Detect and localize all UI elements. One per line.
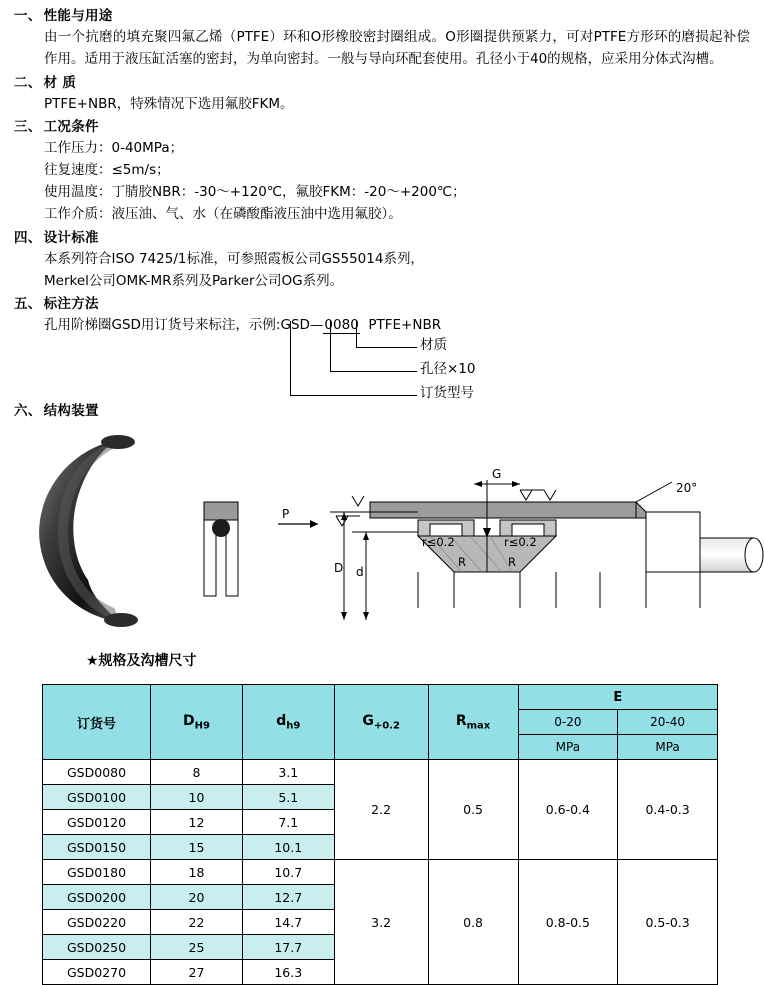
cell-order-code: GSD0270 — [43, 960, 151, 985]
spec-table — [42, 684, 718, 985]
header-order-code: 订货号 — [43, 685, 151, 760]
cell-D: 27 — [151, 960, 243, 985]
cell-d: 7.1 — [242, 810, 334, 835]
cell-E2: 0.4-0.3 — [618, 760, 718, 860]
angle-annotation — [636, 481, 697, 502]
header-E-unit-1: MPa — [518, 735, 618, 760]
cell-order-code: GSD0100 — [43, 785, 151, 810]
marking-diagram — [0, 315, 764, 402]
cell-order-code: GSD0080 — [43, 760, 151, 785]
marking-code-material: PTFE+NBR — [368, 317, 442, 334]
cell-order-code: GSD0180 — [43, 860, 151, 885]
label-G: G — [492, 467, 502, 481]
cell-D: 12 — [151, 810, 243, 835]
section-marking-method — [0, 294, 764, 402]
cell-order-code: GSD0150 — [43, 835, 151, 860]
structure-drawing — [0, 420, 764, 640]
cell-d: 16.3 — [242, 960, 334, 985]
cell-D: 18 — [151, 860, 243, 885]
cell-order-code: GSD0250 — [43, 935, 151, 960]
section-operating-conditions — [0, 117, 764, 225]
text-sections — [0, 6, 764, 424]
header-G: $G_{+0.2}$ — [334, 685, 428, 760]
table-row — [43, 760, 718, 785]
section-body: 由一个抗磨的填充聚四氟乙烯（PTFE）环和O形橡胶密封圈组成。O形圈提供预紧力，可对PTFE方形环的磨损起补偿作用。适用于液压缸活塞的密封，为单向密封。一般与导向环配套使用。孔径小于40的规格，应采用分体式沟槽。 — [44, 28, 750, 67]
header-R: $R_{max}$ — [428, 685, 518, 760]
section-body: 本系列符合ISO 7425/1标准，可参照霞板公司GS55014系列， Merkel公司OMK-MR系列及Parker公司OG系列。 — [44, 250, 424, 289]
header-E: E — [518, 685, 717, 710]
section-heading: 五、 标注方法 — [14, 296, 99, 313]
label-R-left: R — [458, 555, 466, 569]
table-row — [43, 860, 718, 885]
cell-D: 10 — [151, 785, 243, 810]
table-header — [43, 685, 718, 760]
cell-E2: 0.5-0.3 — [618, 860, 718, 985]
cell-E1: 0.8-0.5 — [518, 860, 618, 985]
assembly-section — [330, 467, 763, 620]
cell-G: 3.2 — [334, 860, 428, 985]
marking-label-material: 材质 — [420, 337, 447, 354]
section-heading: 六、 结构装置 — [14, 403, 99, 420]
section-performance — [0, 6, 764, 71]
cell-d: 3.1 — [242, 760, 334, 785]
cell-G: 2.2 — [334, 760, 428, 860]
dimension-d — [356, 532, 369, 620]
header-E-range-2: 20-40 — [618, 710, 718, 735]
cell-d: 12.7 — [242, 885, 334, 910]
cell-D: 22 — [151, 910, 243, 935]
section-body: 工作压力：0-40MPa； 往复速度：≤5m/s； 使用温度：丁腈胶NBR：-30～+120℃，氟胶FKM：-20～+200℃； 工作介质：液压油、气、水（在磷酸酯液压油中选用氟胶）。 — [44, 140, 466, 222]
table-body — [43, 760, 718, 985]
label-d: d — [356, 565, 364, 579]
pressure-arrow — [278, 507, 318, 528]
cell-d: 14.7 — [242, 910, 334, 935]
cell-d: 10.7 — [242, 860, 334, 885]
section-design-standard — [0, 228, 764, 293]
cell-order-code: GSD0220 — [43, 910, 151, 935]
cell-d: 5.1 — [242, 785, 334, 810]
dimension-D — [334, 512, 347, 620]
section-heading: 一、 性能与用途 — [14, 8, 113, 24]
cell-R: 0.5 — [428, 760, 518, 860]
label-angle: 20° — [676, 481, 698, 495]
seal-cross-section — [204, 502, 238, 596]
cell-E1: 0.6-0.4 — [518, 760, 618, 860]
table-title: ★规格及沟槽尺寸 — [86, 653, 197, 669]
section-heading: 二、 材 质 — [14, 74, 77, 91]
cell-d: 10.1 — [242, 835, 334, 860]
marking-example-line: 孔用阶梯圈GSD用订货号来标注，示例:GSD—0080 PTFE+NBR — [44, 317, 442, 334]
dimension-G — [474, 467, 520, 487]
header-E-unit-2: MPa — [618, 735, 718, 760]
cell-D: 8 — [151, 760, 243, 785]
leader-line-type — [290, 321, 417, 396]
cell-D: 25 — [151, 935, 243, 960]
marking-label-bore: 孔径×10 — [420, 361, 476, 378]
ring-3d-illustration — [39, 435, 138, 627]
label-P: P — [282, 507, 290, 521]
cell-order-code: GSD0120 — [43, 810, 151, 835]
cell-D: 20 — [151, 885, 243, 910]
label-r-right: r≤0.2 — [504, 535, 537, 549]
cell-D: 15 — [151, 835, 243, 860]
marking-label-type: 订货型号 — [420, 385, 474, 402]
section-body: PTFE+NBR，特殊情况下选用氟胶FKM。 — [44, 95, 294, 112]
header-d: $d_{h9}$ — [242, 685, 334, 760]
cell-order-code: GSD0200 — [43, 885, 151, 910]
label-D: D — [334, 561, 344, 575]
cell-d: 17.7 — [242, 935, 334, 960]
label-r-left: r≤0.2 — [422, 535, 455, 549]
marking-code-bore: 0080 — [324, 317, 359, 334]
cell-R: 0.8 — [428, 860, 518, 985]
header-E-range-1: 0-20 — [518, 710, 618, 735]
section-material — [0, 73, 764, 116]
header-D: $D_{H9}$ — [151, 685, 243, 760]
marking-code-prefix: GSD — [280, 317, 310, 334]
structure-figure — [0, 420, 764, 640]
section-heading: 四、 设计标准 — [14, 229, 99, 246]
section-heading: 三、 工况条件 — [14, 119, 99, 136]
label-R-right: R — [508, 555, 516, 569]
